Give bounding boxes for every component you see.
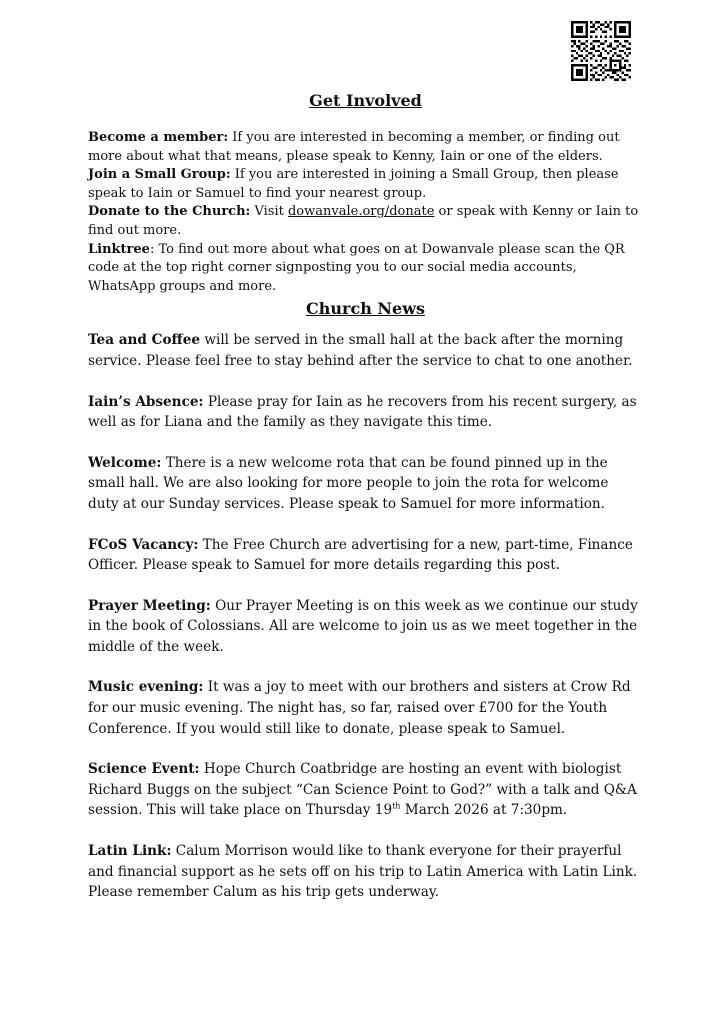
news-label: Welcome: <box>88 454 162 471</box>
news-item-fcos-vacancy <box>88 535 643 576</box>
news-text: will be served in the small hall at the back after the morning service. Please feel free to stay behind after the service to chat to one another. <box>88 332 633 369</box>
qr-code <box>571 21 631 81</box>
item-text: : To find out more about what goes on at Dowanvale please scan the QR code at the top right corner signposting you to our social media accounts, WhatsApp groups and more. <box>88 241 625 294</box>
item-text: If you are interested in joining a Small Group, then please speak to Iain or Samuel to find your nearest group. <box>88 167 619 201</box>
donate-link[interactable]: dowanvale.org/donate <box>287 204 435 220</box>
item-label: Linktree <box>88 241 150 257</box>
get-involved-heading: Get Involved <box>309 91 422 110</box>
news-text: Our Prayer Meeting is on this week as we continue our study in the book of Colossians. All are welcome to join us as we meet together in the middle of the week. <box>88 597 638 655</box>
news-label: Music evening: <box>88 679 204 696</box>
bulletin-page <box>88 90 643 903</box>
news-text: There is a new welcome rota that can be found pinned up in the small hall. We are also looking for more people to join the rota for welcome duty at our Sunday services. Please speak to Samuel for more information. <box>88 454 609 512</box>
item-label: Become a member: <box>88 130 229 145</box>
ordinal-suffix: th <box>392 801 401 811</box>
news-text: Hope Church Coatbridge are hosting an event with biologist Richard Buggs on the subject “Can Science Point to God?” with a talk and Q&A session. This will take place on Thursday 19 <box>88 761 637 819</box>
news-label: Prayer Meeting: <box>88 597 211 614</box>
news-label: Iain’s Absence: <box>88 393 204 410</box>
news-label: FCoS Vacancy: <box>88 536 199 553</box>
news-text: Please pray for Iain as he recovers from his recent surgery, as well as for Liana and the family as they navigate this time. <box>88 393 637 431</box>
news-label: Tea and Coffee <box>88 332 201 349</box>
news-item-prayer-meeting <box>88 596 643 658</box>
news-item-latin-link <box>88 841 643 903</box>
small-group-item <box>88 166 643 203</box>
item-label: Donate to the Church: <box>88 204 251 220</box>
item-label: Join a Small Group: <box>88 167 231 183</box>
news-item-iains-absence <box>88 392 643 433</box>
news-text: The Free Church are advertising for a new, part-time, Finance Officer. Please speak to Samuel for more details regarding this post. <box>88 536 633 574</box>
church-news-heading: Church News <box>306 299 425 319</box>
donate-item <box>88 203 643 240</box>
news-text: Calum Morrison would like to thank everyone for their prayerful and financial support as he sets off on his trip to Latin America with Latin Link. Please remember Calum as his trip gets underway. <box>88 843 638 901</box>
news-label: Latin Link: <box>88 843 172 860</box>
news-label: Science Event: <box>88 761 200 778</box>
item-text: Visit <box>250 204 288 220</box>
become-member-item <box>88 129 643 166</box>
news-text: It was a joy to meet with our brothers and sisters at Crow Rd for our music evening. The night has, so far, raised over £700 for the Youth Conference. If you would still like to donate, please speak to Samuel. <box>88 679 631 737</box>
item-text: or speak with Kenny or Iain to find out more. <box>88 204 639 238</box>
news-item-welcome <box>88 453 643 515</box>
get-involved-section <box>88 129 643 296</box>
news-item-science-event <box>88 759 643 821</box>
news-item-music-evening <box>88 677 643 739</box>
church-news-section <box>88 330 643 902</box>
news-text: March 2026 at 7:30pm. <box>400 802 568 819</box>
news-item-tea-coffee <box>88 330 643 371</box>
linktree-item <box>88 241 643 297</box>
item-text: If you are interested in becoming a member, or finding out more about what that means, please speak to Kenny, Iain or one of the elders. <box>88 130 620 164</box>
